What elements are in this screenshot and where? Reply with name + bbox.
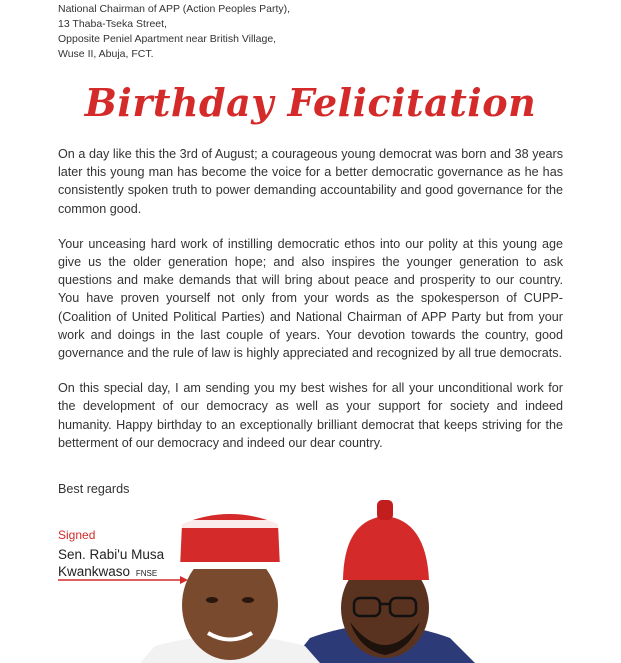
right-figure-cap <box>343 516 429 580</box>
portrait-photo <box>140 500 540 663</box>
signer-name-line-1: Sen. Rabi'u Musa <box>58 547 165 562</box>
paragraph-1: On a day like this the 3rd of August; a courageous young democrat was born and 38 years later this young man has become the voice for a better democratic governance as he has consistently spoken truth to power demanding accountability and good governance for the common good. <box>58 147 563 216</box>
address-line-4: Wuse II, Abuja, FCT. <box>58 48 154 60</box>
paragraph-2: Your unceasing hard work of instilling democratic ethos into our polity at this young age give us the older generation hope; and also inspires the younger generation to ask questions and make demands that will bring about peace and prosperity to our country. You have proven yourself not only from your words as the spokesperson of CUPP- (Coalition of United Political Parties) and National Chairman of APP Party but from your work and doings in the last couple of years. Your devotion towards the country, good governance and the rule of law is highly appreciated and recognized by all true democrats. <box>58 236 563 361</box>
letter-title: Birthday Felicitation <box>84 80 537 125</box>
letter-body <box>58 145 563 469</box>
signer-surname: Kwankwaso <box>58 564 131 579</box>
address-line-1: National Chairman of APP (Action Peoples Party), <box>58 3 291 15</box>
recipient-address <box>58 2 290 62</box>
closing-text: Best regards <box>58 482 130 496</box>
signer-title-suffix: FNSE <box>135 569 158 578</box>
address-line-2: 13 Thaba-Tseka Street, <box>58 18 167 30</box>
address-line-3: Opposite Peniel Apartment near British Village, <box>58 33 277 45</box>
signed-label: Signed <box>58 528 96 542</box>
paragraph-3: On this special day, I am sending you my best wishes for all your unconditional work for the development of our democracy as well as your support for society and indeed humanity. Happy birthday to an exceptionally brilliant democrat that keeps striving for the betterment of our democracy and indeed our dear country. <box>58 381 563 450</box>
